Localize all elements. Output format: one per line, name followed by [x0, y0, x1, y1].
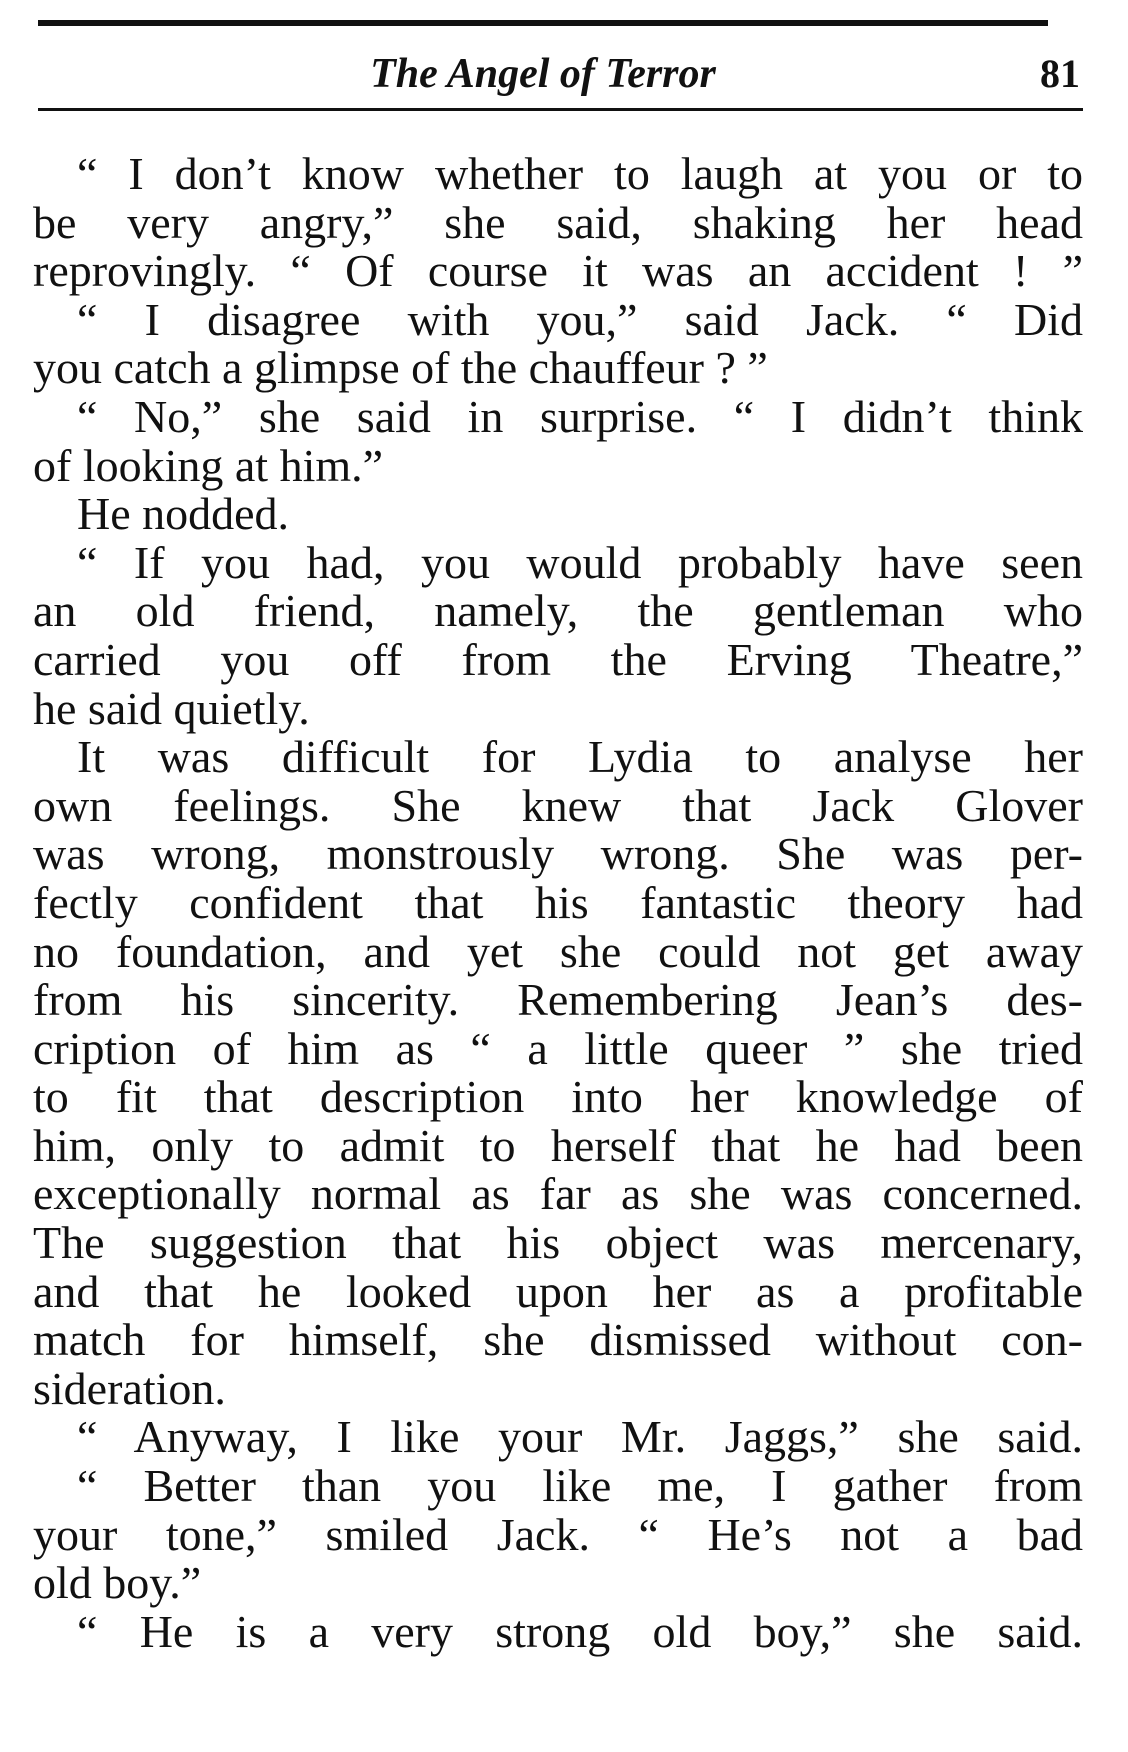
text-line: “ I don’t know whether to laugh at you or to	[77, 148, 1083, 199]
text-line: sideration.	[33, 1362, 226, 1414]
text-line: your tone,” smiled Jack. “ He’s not a bad	[33, 1508, 1083, 1560]
body-text	[33, 150, 1083, 1656]
text-line: own feelings. She knew that Jack Glover	[33, 779, 1083, 831]
text-line: old boy.”	[33, 1557, 202, 1609]
text-line: carried you off from the Erving Theatre,”	[33, 633, 1083, 685]
text-line: The suggestion that his object was mercenary,	[33, 1217, 1083, 1269]
text-line: “ If you had, you would probably have seen	[77, 536, 1083, 588]
text-line: He nodded.	[77, 488, 290, 540]
text-line: “ Anyway, I like your Mr. Jaggs,” she said.	[77, 1411, 1083, 1463]
text-line: reprovingly. “ Of course it was an accident ! ”	[33, 245, 1083, 297]
text-line: “ He is a very strong old boy,” she said.	[77, 1605, 1083, 1657]
text-line: “ I disagree with you,” said Jack. “ Did	[77, 293, 1083, 345]
text-line: of looking at him.”	[33, 439, 384, 491]
text-line: him, only to admit to herself that he had been	[33, 1119, 1083, 1171]
text-line: no foundation, and yet she could not get away	[33, 925, 1083, 977]
header-rule	[38, 108, 1083, 111]
running-title: The Angel of Terror	[370, 51, 716, 97]
text-line: to fit that description into her knowledge of	[33, 1071, 1083, 1123]
text-line: and that he looked upon her as a profitable	[33, 1265, 1083, 1317]
text-line: It was difficult for Lydia to analyse her	[77, 731, 1083, 783]
text-line: fectly confident that his fantastic theory had	[33, 876, 1083, 928]
page-number: 81	[1040, 51, 1080, 96]
text-line: from his sincerity. Remembering Jean’s des-	[33, 974, 1083, 1026]
text-line: exceptionally normal as far as she was concerned.	[33, 1168, 1083, 1220]
text-line: “ No,” she said in surprise. “ I didn’t think	[77, 390, 1083, 442]
text-line: you catch a glimpse of the chauffeur ? ”	[33, 342, 768, 394]
page-header	[38, 44, 1080, 104]
text-line: be very angry,” she said, shaking her head	[33, 196, 1083, 248]
text-line: “ Better than you like me, I gather from	[77, 1460, 1083, 1512]
text-line: match for himself, she dismissed without con-	[33, 1314, 1083, 1366]
text-line: cription of him as “ a little queer ” she tried	[33, 1022, 1083, 1074]
text-line: an old friend, namely, the gentleman who	[33, 585, 1083, 637]
top-rule	[38, 20, 1048, 26]
text-line: was wrong, monstrously wrong. She was per-	[33, 828, 1083, 880]
text-line: he said quietly.	[33, 682, 310, 734]
